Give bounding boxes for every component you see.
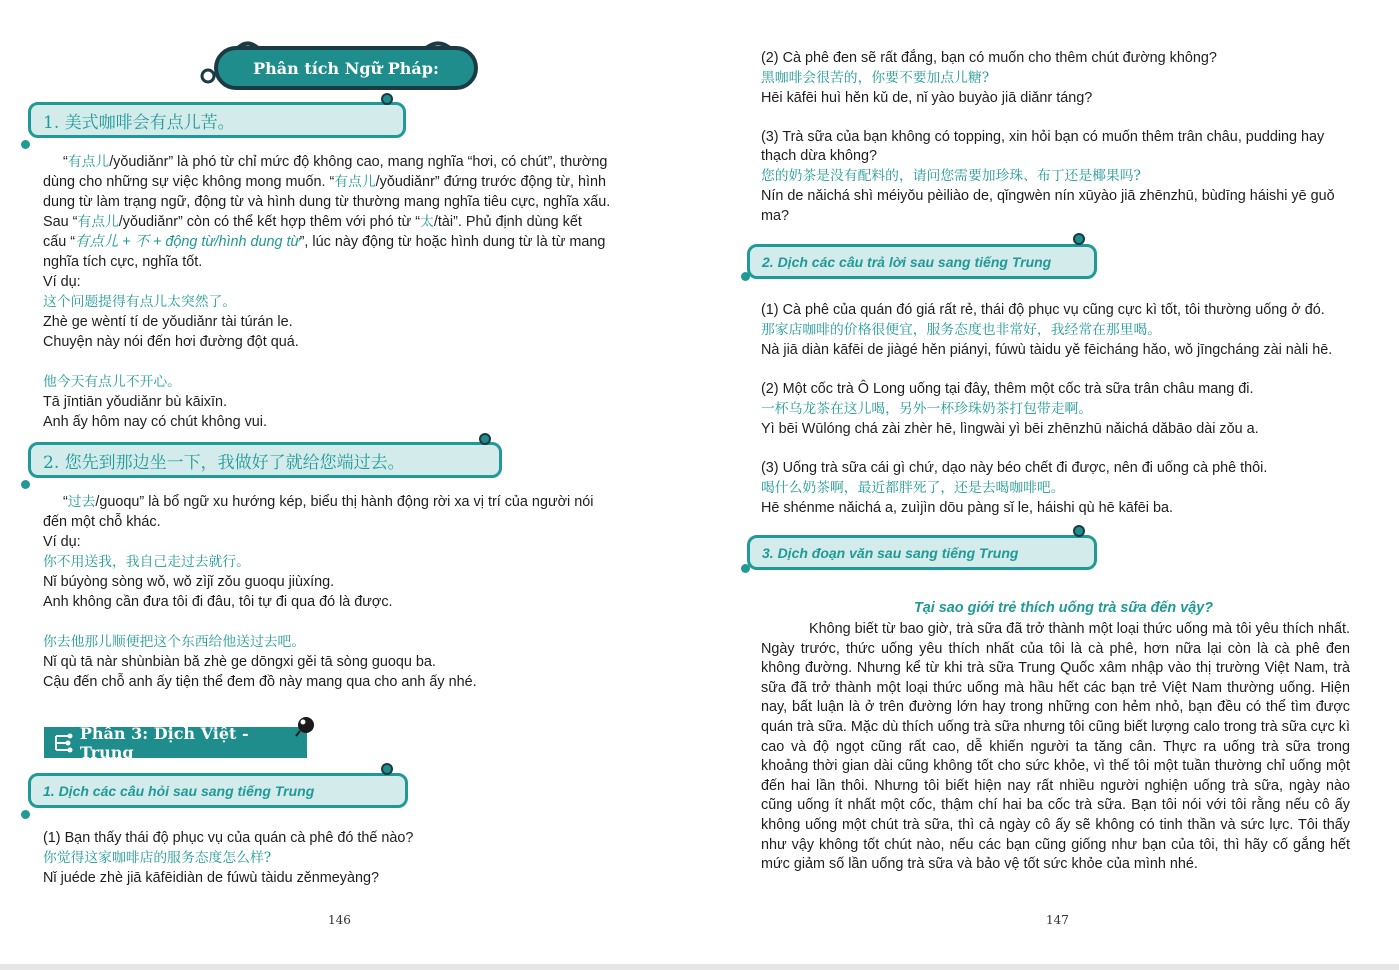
q3-pinyin-2: ma? [761, 208, 789, 224]
s1-line-3: dung từ làm trạng ngữ, động từ và hình dung từ thường mang nghĩa tiêu cực, nghĩa xấu. [43, 194, 611, 210]
s1-line-1: “有点儿/yǒudiǎnr” là phó từ chỉ mức độ không cao, mang nghĩa “hơi, có chút”, thường [63, 154, 608, 170]
a2-pinyin: Yì bēi Wūlóng chá zài zhèr hē, lìngwài yì bēi zhēnzhū nǎichá dǎbāo dài zǒu a. [761, 421, 1259, 437]
section-2-heading-box [28, 442, 502, 478]
a1-vi: (1) Cà phê của quán đó giá rất rẻ, thái độ phục vụ cũng cực kì tốt, tôi thường uống ở đó. [761, 302, 1325, 318]
s2-ex2-pinyin: Nǐ qù tā nàr shùnbiàn bǎ zhè ge dōngxi gěi tā sòng guoqu ba. [43, 654, 436, 670]
banner-title: Phân tích Ngữ Pháp: [253, 58, 439, 78]
a1-zh: 那家店咖啡的价格很便宜，服务态度也非常好，我经常在那里喝。 [761, 322, 1162, 338]
s2-ex1-vi: Anh không cần đưa tôi đi đâu, tôi tự đi qua đó là được. [43, 594, 393, 610]
q3-zh: 您的奶茶是没有配料的，请问您需要加珍珠、布丁还是椰果吗? [761, 168, 1141, 184]
a3-zh: 喝什么奶茶啊，最近都胖死了，还是去喝咖啡吧。 [761, 480, 1065, 496]
right-page [699, 0, 1398, 970]
exercise-1-heading: 1. Dịch các câu hỏi sau sang tiếng Trung [43, 782, 315, 799]
section-2-heading: 2. 您先到那边坐一下，我做好了就给您端过去。 [43, 452, 405, 473]
s2-example-label: Ví dụ: [43, 534, 81, 550]
q3-vi-1: (3) Trà sữa của bạn không có topping, xin hỏi bạn có muốn thêm trân châu, pudding hay [761, 129, 1325, 145]
q1-zh: 你觉得这家咖啡店的服务态度怎么样? [43, 850, 272, 866]
heading-dot-small [21, 480, 30, 489]
s1-line-5: cấu “有点儿 + 不 + động từ/hình dung từ”, lúc này động từ hoặc hình dung từ là từ mang [43, 234, 606, 250]
a3-pinyin: Hē shénme nǎichá a, zuìjìn dōu pàng sǐ le, háishi qù hē kāfēi ba. [761, 500, 1174, 516]
part-3-title [44, 723, 307, 762]
s1-line-2: dùng cho những sự việc không mong muốn. “有点儿/yǒudiǎnr” đứng trước động từ, hình [43, 174, 606, 190]
a1-pinyin: Nà jiā diàn kāfēi de jiàgé hěn piányi, fúwù tàidu yě fēicháng hǎo, wǒ jīngcháng zài nàli hē. [761, 342, 1333, 358]
s2-line-2: đến một chỗ khác. [43, 514, 161, 530]
s2-ex2-zh: 你去他那儿顺便把这个东西给他送过去吧。 [43, 634, 306, 650]
s1-ex2-pinyin: Tā jīntiān yǒudiǎnr bù kāixīn. [43, 394, 227, 410]
s1-line-6: nghĩa tích cực, nghĩa tốt. [43, 254, 203, 270]
a2-zh: 一杯乌龙茶在这儿喝，另外一杯珍珠奶茶打包带走啊。 [761, 401, 1093, 417]
exercise-1-heading-box [28, 773, 408, 808]
grammar-banner [214, 46, 478, 90]
passage-paragraph: Không biết từ bao giờ, trà sữa đã trở thành một loại thức uống mà tôi yêu thích nhất. Ngày trước, thức uống yêu thích nhất của tôi là cà phê, hơn nữa lại còn là cà phê đen không đường. Nhưng kể từ khi trà sữa Trung Quốc xâm nhập vào thị trường Việt Nam, trà sữa đã trở thành một loại thức uống mà hầu hết các bạn trẻ Việt Nam thường uống. Hiện nay, bất luận là ở trên đường lớn hay trong những con hẻm nhỏ, bạn đều có thể tìm được quán trà sữa. Mặc dù thích uống trà sữa nhưng tôi cũng biết lượng calo trong trà sữa cực kì cao và độ ngọt cũng rất cao, dễ khiến người ta tăng cân. Thực ra uống trà sữa trong khoảng thời gian dài cũng không tốt cho sức khỏe, vì thế tôi một tuần thường chỉ uống một đến hai lần thôi. Nhưng tôi biết hiện nay rất nhiều người nghiện uống trà sữa, ngày nào cũng uống ít nhất một cốc, thậm chí hai ba cốc trà sữa. Bạn tôi nói với tôi rằng nếu cô ấy không uống một chút trà sữa, thì cả ngày cô ấy sẽ không có tinh thần và sức lực. Tôi thấy như vậy không tốt chút nào, nếu các bạn cũng giống như bạn của tôi, thì hãy cố gắng hết mức giảm số lần uống trà sữa và bảo vệ tốt sức khỏe của mình nhé. [761, 621, 1350, 873]
s1-example-label: Ví dụ: [43, 274, 81, 290]
heading-dot-small [741, 272, 750, 281]
s2-ex1-zh: 你不用送我，我自己走过去就行。 [43, 554, 250, 570]
s1-line-4: Sau “有点儿/yǒudiǎnr” còn có thể kết hợp thêm với phó từ “太/tài”. Phủ định dùng kết [43, 214, 582, 230]
heading-dot [1073, 233, 1085, 245]
share-icon [46, 727, 76, 758]
q2-pinyin: Hēi kāfēi huì hěn kǔ de, nǐ yào buyào jiā diǎnr táng? [761, 90, 1093, 106]
heading-dot-small [21, 140, 30, 149]
a2-vi: (2) Một cốc trà Ô Long uống tại đây, thêm một cốc trà sữa trân châu mang đi. [761, 381, 1254, 397]
s2-ex1-pinyin: Nǐ búyòng sòng wǒ, wǒ zìjǐ zǒu guoqu jiùxíng. [43, 574, 335, 590]
q2-vi: (2) Cà phê đen sẽ rất đắng, bạn có muốn cho thêm chút đường không? [761, 50, 1217, 66]
q2-zh: 黑咖啡会很苦的，你要不要加点儿糖? [761, 70, 990, 86]
s1-ex1-pinyin: Zhè ge wèntí tí de yǒudiǎnr tài túrán le. [43, 314, 293, 330]
heading-dot [381, 763, 393, 775]
s1-ex1-zh: 这个问题提得有点儿太突然了。 [43, 294, 237, 310]
bottom-edge-divider [0, 964, 1399, 970]
part-3-title-text: Phần 3: Dịch Việt - Trung [79, 723, 249, 762]
exercise-3-heading: 3. Dịch đoạn văn sau sang tiếng Trung [762, 544, 1019, 561]
exercise-2-heading: 2. Dịch các câu trả lời sau sang tiếng Trung [762, 253, 1052, 270]
section-1-heading-box [28, 102, 406, 138]
q3-vi-2: thạch dừa không? [761, 148, 878, 164]
heading-dot [1073, 525, 1085, 537]
heading-dot-small [741, 564, 750, 573]
a3-vi: (3) Uống trà sữa cái gì chứ, dạo này béo chết đi được, nên đi uống cà phê thôi. [761, 460, 1268, 476]
exercise-3-heading-box [747, 535, 1097, 570]
left-page [0, 0, 699, 970]
page-number: 147 [1046, 913, 1069, 927]
passage-title: Tại sao giới trẻ thích uống trà sữa đến vậy? [914, 600, 1214, 616]
s2-line-1: “过去/guoqu” là bổ ngữ xu hướng kép, biểu thị hành động rời xa vị trí của người nói [63, 494, 594, 510]
page-number: 146 [328, 913, 351, 927]
heading-dot-small [21, 810, 30, 819]
heading-dot [381, 93, 393, 105]
s2-ex2-vi: Cậu đến chỗ anh ấy tiện thể đem đồ này mang qua cho anh ấy nhé. [43, 674, 477, 690]
q3-pinyin-1: Nín de nǎichá shì méiyǒu pèiliào de, qǐngwèn nín xūyào jiā zhēnzhū, bùdīng háishi yē guǒ [761, 188, 1335, 204]
s1-ex2-zh: 他今天有点儿不开心。 [43, 374, 181, 390]
magnifier-ornament-icon [294, 714, 318, 738]
section-1-heading: 1. 美式咖啡会有点儿苦。 [43, 112, 235, 133]
q1-vi: (1) Bạn thấy thái độ phục vụ của quán cà phê đó thế nào? [43, 830, 414, 846]
q1-pinyin: Nǐ juéde zhè jiā kāfēidiàn de fúwù tàidu zěnmeyàng? [43, 870, 380, 886]
exercise-2-heading-box [747, 244, 1097, 279]
s1-ex1-vi: Chuyện này nói đến hơi đường đột quá. [43, 334, 299, 350]
heading-dot [479, 433, 491, 445]
s1-ex2-vi: Anh ấy hôm nay có chút không vui. [43, 414, 267, 430]
